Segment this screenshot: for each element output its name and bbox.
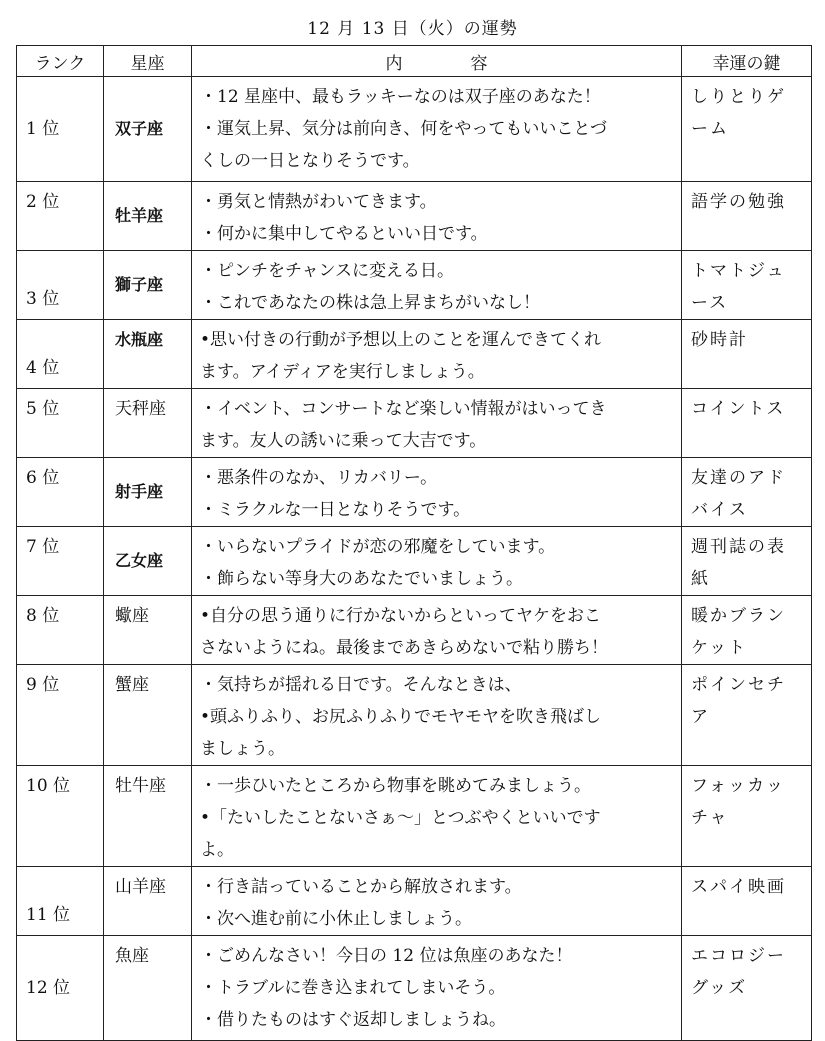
table-row [17, 320, 812, 389]
table-row [17, 867, 812, 936]
content-cell [192, 867, 682, 936]
content-line: ・飾らない等身大のあなたでいましょう。 [200, 569, 523, 589]
table-row [17, 251, 812, 320]
table-row [17, 182, 812, 251]
content-line: ・勇気と情熱がわいてきます。 [200, 192, 437, 212]
lucky-key-cell: 砂時計 [682, 320, 812, 389]
content-line: ・行き詰っていることから解放されます。 [200, 877, 522, 897]
content-line: ・一歩ひいたところから物事を眺めてみましょう。 [200, 776, 591, 796]
header-sign: 星座 [104, 46, 192, 77]
content-line: •思い付きの行動が予想以上のことを運んできてくれ [200, 330, 602, 350]
content-line: ・これであなたの株は急上昇まちがいなし！ [200, 293, 540, 313]
content-line: ・ごめんなさい！今日の 12 位は魚座のあなた！ [200, 946, 573, 966]
header-content: 内容 [192, 46, 682, 77]
rank-cell: 1 位 [17, 77, 104, 182]
table-row [17, 936, 812, 1041]
content-cell [192, 77, 682, 182]
lucky-key-cell: コイントス [682, 389, 812, 458]
table-row [17, 77, 812, 182]
sign-cell: 牡牛座 [104, 766, 192, 867]
table-row [17, 458, 812, 527]
table-row [17, 527, 812, 596]
lucky-key-cell: 友達のアドバイス [682, 458, 812, 527]
header-rank: ランク [17, 46, 104, 77]
rank-cell: 7 位 [17, 527, 104, 596]
rank-cell: 3 位 [17, 251, 104, 320]
content-line: ・悪条件のなか、リカバリー。 [200, 468, 438, 488]
lucky-key-cell: 週刊誌の表紙 [682, 527, 812, 596]
content-cell [192, 936, 682, 1041]
sign-cell: 天秤座 [104, 389, 192, 458]
sign-cell: 牡羊座 [104, 182, 192, 251]
content-line: ・気持ちが揺れる日です。そんなときは、 [200, 675, 522, 695]
content-line: ・借りたものはすぐ返却しましょうね。 [200, 1010, 506, 1030]
content-cell [192, 251, 682, 320]
content-line: ます。友人の誘いに乗って大吉です。 [200, 431, 487, 451]
rank-cell: 4 位 [17, 320, 104, 389]
content-cell [192, 665, 682, 766]
content-cell [192, 320, 682, 389]
content-cell [192, 596, 682, 665]
header-row [17, 46, 812, 77]
header-key: 幸運の鍵 [682, 46, 812, 77]
content-line: ・ミラクルな一日となりそうです。 [200, 500, 471, 520]
lucky-key-cell: しりとりゲーム [682, 77, 812, 182]
sign-cell: 双子座 [104, 77, 192, 182]
content-line: ・運気上昇、気分は前向き、何をやってもいいことづ [200, 119, 607, 139]
lucky-key-cell: トマトジュース [682, 251, 812, 320]
content-line: さないようにね。最後まであきらめないで粘り勝ち！ [200, 638, 608, 658]
rank-cell: 11 位 [17, 867, 104, 936]
content-line: よ。 [200, 840, 234, 860]
lucky-key-cell: スパイ映画 [682, 867, 812, 936]
fortune-table [16, 45, 812, 1041]
sign-cell: 乙女座 [104, 527, 192, 596]
sign-cell: 蟹座 [104, 665, 192, 766]
rank-cell: 12 位 [17, 936, 104, 1041]
content-line: ・ピンチをチャンスに変える日。 [200, 261, 454, 281]
rank-cell: 2 位 [17, 182, 104, 251]
sign-cell: 射手座 [104, 458, 192, 527]
rank-cell: 6 位 [17, 458, 104, 527]
content-cell [192, 182, 682, 251]
lucky-key-cell: 暖かブランケット [682, 596, 812, 665]
rank-cell: 8 位 [17, 596, 104, 665]
content-line: ・12 星座中、最もラッキーなのは双子座のあなた！ [200, 87, 601, 107]
content-cell [192, 766, 682, 867]
lucky-key-cell: エコロジーグッズ [682, 936, 812, 1041]
content-line: •「たいしたことないさぁ〜」とつぶやくといいです [200, 808, 601, 828]
content-line: ます。アイディアを実行しましょう。 [200, 362, 485, 382]
content-cell [192, 527, 682, 596]
content-line: ましょう。 [200, 739, 285, 759]
lucky-key-cell: ポインセチア [682, 665, 812, 766]
sign-cell: 山羊座 [104, 867, 192, 936]
sign-cell: 獅子座 [104, 251, 192, 320]
table-row [17, 665, 812, 766]
sign-cell: 魚座 [104, 936, 192, 1041]
content-line: ・トラブルに巻き込まれてしまいそう。 [200, 978, 506, 998]
content-line: •頭ふりふり、お尻ふりふりでモヤモヤを吹き飛ばし [200, 707, 602, 727]
content-line: ・イベント、コンサートなど楽しい情報がはいってき [200, 399, 607, 419]
page-title: 12 月 13 日（火）の運勢 [307, 19, 518, 39]
rank-cell: 5 位 [17, 389, 104, 458]
table-row [17, 766, 812, 867]
content-line: ・次へ進む前に小休止しましょう。 [200, 909, 472, 929]
lucky-key-cell: 語学の勉強 [682, 182, 812, 251]
content-line: •自分の思う通りに行かないからといってヤケをおこ [200, 606, 602, 626]
rank-cell: 9 位 [17, 665, 104, 766]
table-row [17, 389, 812, 458]
table-row [17, 596, 812, 665]
content-line: ・何かに集中してやるといい日です。 [200, 224, 488, 244]
lucky-key-cell: フォッカッチャ [682, 766, 812, 867]
content-cell [192, 389, 682, 458]
rank-cell: 10 位 [17, 766, 104, 867]
content-line: ・いらないプライドが恋の邪魔をしています。 [200, 537, 556, 557]
sign-cell: 蠍座 [104, 596, 192, 665]
sign-cell: 水瓶座 [104, 320, 192, 389]
content-line: くしの一日となりそうです。 [200, 151, 420, 171]
content-cell [192, 458, 682, 527]
